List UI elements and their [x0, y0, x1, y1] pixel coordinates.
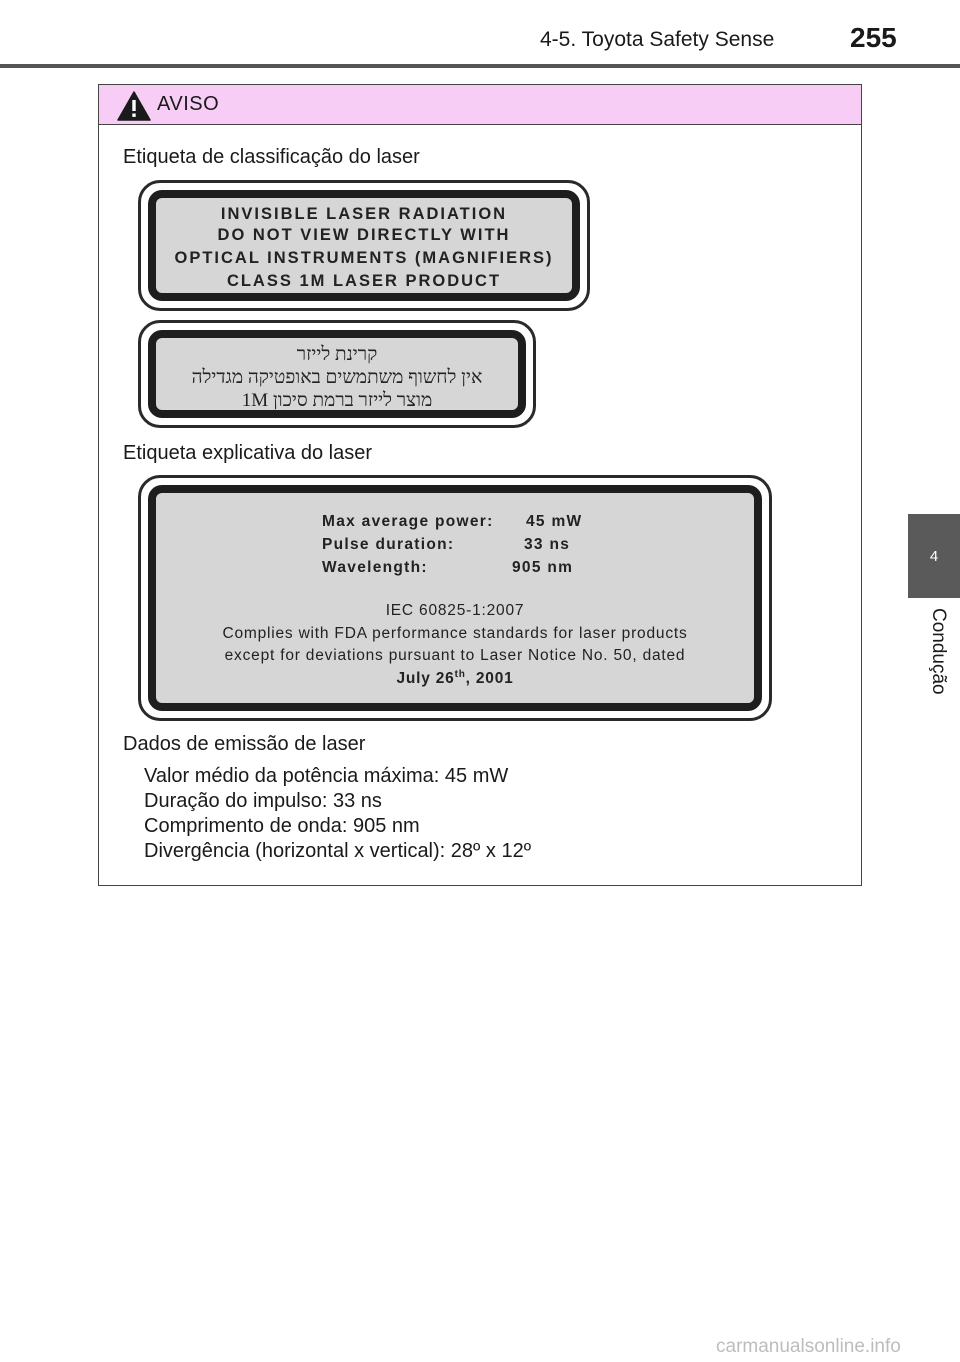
- warning-header: [99, 85, 861, 125]
- compliance-text: except for deviations pursuant to Laser Notice No. 50, dated: [224, 647, 686, 664]
- label-frame: [148, 485, 762, 711]
- warning-title: AVISO: [157, 93, 220, 115]
- spec-value: 905 nm: [512, 559, 574, 576]
- compliance-text: Complies with FDA performance standards for laser products: [222, 625, 688, 642]
- standard-text: IEC 60825-1:2007: [385, 602, 525, 619]
- spec-name: Pulse duration:: [322, 536, 455, 553]
- page-number: 255: [850, 22, 897, 53]
- chapter-number: 4: [929, 547, 939, 565]
- label-line: קרינת לייזר: [296, 344, 378, 365]
- chapter-tab[interactable]: [908, 514, 960, 598]
- classification-caption: Etiqueta de classificação do laser: [123, 146, 420, 168]
- emission-line: Valor médio da potência máxima: 45 mW: [144, 765, 509, 787]
- label-line: INVISIBLE LASER RADIATION: [220, 205, 508, 223]
- emission-line: Duração do impulso: 33 ns: [144, 790, 382, 812]
- laser-classification-label-he: [138, 320, 536, 428]
- chapter-label: Condução: [928, 608, 949, 695]
- label-line: DO NOT VIEW DIRECTLY WITH: [217, 226, 511, 244]
- warning-triangle-icon: [117, 91, 151, 121]
- date-year: , 2001: [465, 670, 514, 688]
- emission-caption: Dados de emissão de laser: [123, 733, 366, 755]
- label-line: אין לחשוף משתמשים באופטיקה מגדילה: [191, 367, 483, 388]
- watermark: carmanualsonline.info: [716, 1336, 901, 1357]
- laser-classification-label-en: [138, 180, 590, 311]
- compliance-date: [156, 669, 754, 688]
- emission-line: Comprimento de onda: 905 nm: [144, 815, 420, 837]
- label-line: CLASS 1M LASER PRODUCT: [226, 272, 502, 290]
- label-frame: [148, 330, 526, 418]
- laser-explanatory-label: [138, 475, 772, 721]
- emission-line: Divergência (horizontal x vertical): 28º x 12º: [144, 840, 531, 862]
- label-frame: [148, 190, 580, 301]
- date-suffix: th: [454, 669, 466, 680]
- label-line: מוצר לייזר ברמת סיכון 1M: [241, 390, 433, 411]
- spec-value: 33 ns: [524, 536, 571, 553]
- date-day: July 26: [396, 670, 455, 688]
- header-divider: [0, 64, 960, 68]
- explanatory-caption: Etiqueta explicativa do laser: [123, 442, 373, 464]
- label-line: OPTICAL INSTRUMENTS (MAGNIFIERS): [174, 249, 554, 267]
- section-title: 4-5. Toyota Safety Sense: [540, 28, 775, 51]
- spec-name: Wavelength:: [322, 559, 428, 576]
- spec-value: 45 mW: [526, 513, 583, 530]
- spec-name: Max average power:: [322, 513, 494, 530]
